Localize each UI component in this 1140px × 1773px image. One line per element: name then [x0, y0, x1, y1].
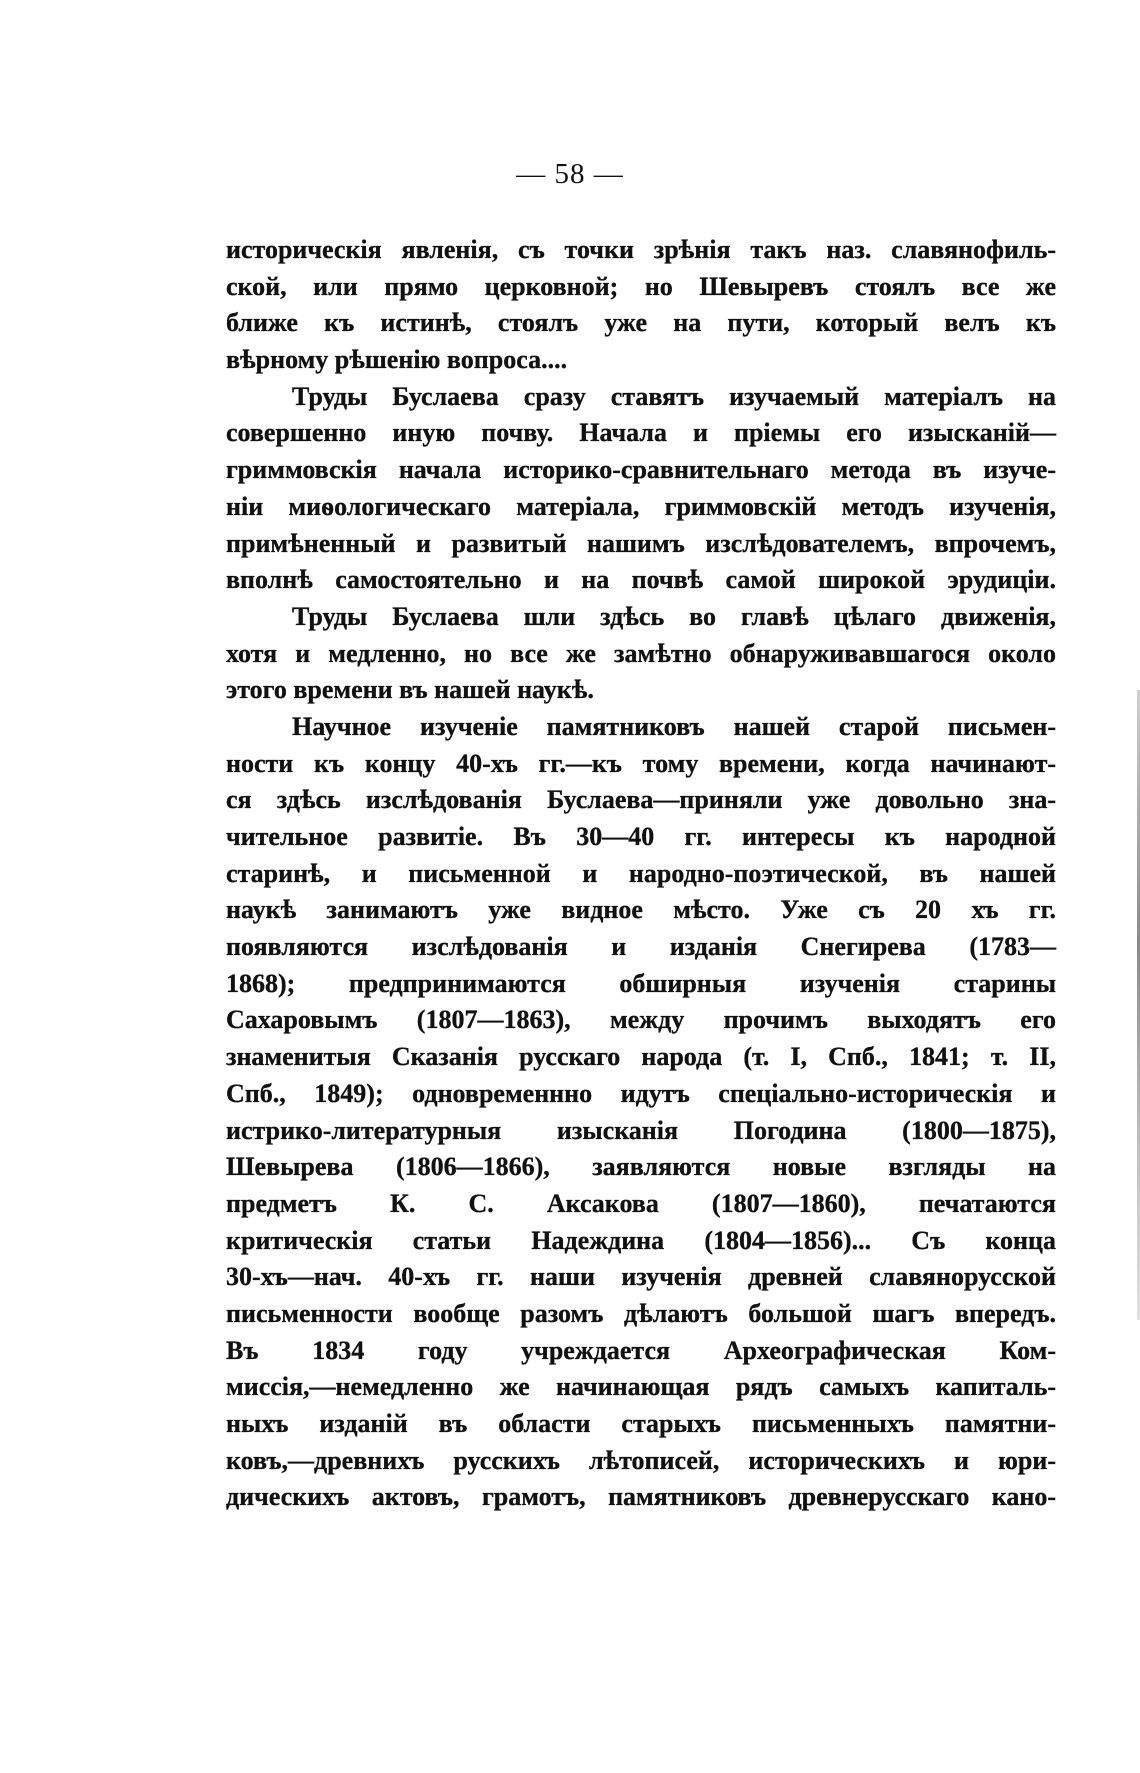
text-line: Труды Буслаева сразу ставятъ изучаемый матеріалъ на — [292, 381, 1056, 411]
text-line: ніи миѳологическаго матеріала, гриммовскій методъ изученія, — [226, 491, 1056, 521]
text-line: Спб., 1849); одновременнно идутъ спеціально-историческія и — [226, 1078, 1056, 1108]
text-line: этого времени въ нашей наукѣ. — [226, 675, 594, 705]
text-line: ской, или прямо церковной; но Шевыревъ стоялъ все же — [226, 271, 1056, 301]
text-line: появляются изслѣдованія и изданія Снегирева (1783— — [226, 932, 1056, 962]
text-line: гриммовскія начала историко-сравнительнаго метода въ изуче- — [226, 455, 1056, 485]
text-line: ныхъ изданій въ области старыхъ письменныхъ памятни- — [226, 1409, 1056, 1438]
text-line: чительное развитіе. Въ 30—40 гг. интересы къ народной — [226, 822, 1056, 851]
text-line: ближе къ истинѣ, стоялъ уже на пути, который велъ къ — [226, 308, 1056, 338]
text-line: ся здѣсь изслѣдованія Буслаева—приняли уже довольно зна- — [226, 785, 1056, 815]
text-line: примѣненный и развитый нашимъ изслѣдователемъ, впрочемъ, — [226, 528, 1056, 558]
text-line: историческія явленія, съ точки зрѣнія такъ наз. славянофиль- — [226, 235, 1056, 264]
text-line: Шевырева (1806—1866), заявляются новые взгляды на — [226, 1152, 1056, 1182]
text-line: миссія,—немедленно же начинающая рядъ самыхъ капиталь- — [226, 1372, 1056, 1402]
text-line: ности къ концу 40-хъ гг.—къ тому времени, когда начинают- — [226, 748, 1056, 778]
body-text — [226, 232, 1056, 1516]
text-line: старинѣ, и письменной и народно-поэтической, въ нашей — [226, 858, 1056, 888]
text-line: Въ 1834 году учреждается Археографическая Ком- — [226, 1335, 1056, 1365]
text-line: Сахаровымъ (1807—1863), между прочимъ выходятъ его — [226, 1005, 1056, 1035]
text-line: вѣрному рѣшенію вопроса.... — [226, 345, 568, 375]
text-line: хотя и медленно, но все же замѣтно обнаруживавшагося около — [226, 638, 1056, 668]
page-number: — 58 — — [516, 158, 624, 190]
text-line: совершенно иную почву. Начала и пріемы его изысканій— — [226, 418, 1056, 448]
text-line: предметъ К. С. Аксакова (1807—1860), печатаются — [226, 1188, 1056, 1218]
text-line: Научное изученіе памятниковъ нашей старой письмен- — [292, 711, 1056, 741]
text-line: ковъ,—древнихъ русскихъ лѣтописей, историческихъ и юри- — [226, 1445, 1056, 1475]
text-line: истрико-литературныя изысканія Погодина (1800—1875), — [226, 1115, 1056, 1145]
text-line: знаменитыя Сказанія русскаго народа (т. I, Спб., 1841; т. II, — [226, 1042, 1056, 1072]
text-line: критическія статьи Надеждина (1804—1856)... Съ конца — [226, 1225, 1056, 1255]
text-line: Труды Буслаева шли здѣсь во главѣ цѣлаго движенія, — [292, 601, 1056, 631]
text-line: 1868); предпринимаются обширныя изученія старины — [226, 968, 1056, 998]
text-line: наукѣ занимаютъ уже видное мѣсто. Уже съ 20 хъ гг. — [226, 895, 1056, 925]
text-line: дическихъ актовъ, грамотъ, памятниковъ древнерусскаго кано- — [226, 1482, 1056, 1512]
text-line: письменности вообще разомъ дѣлаютъ большой шагъ впередъ. — [226, 1298, 1056, 1328]
text-line: вполнѣ самостоятельно и на почвѣ самой широкой эрудиціи. — [226, 565, 1056, 595]
text-line: 30-хъ—нач. 40-хъ гг. наши изученія древней славянорусской — [226, 1262, 1056, 1292]
